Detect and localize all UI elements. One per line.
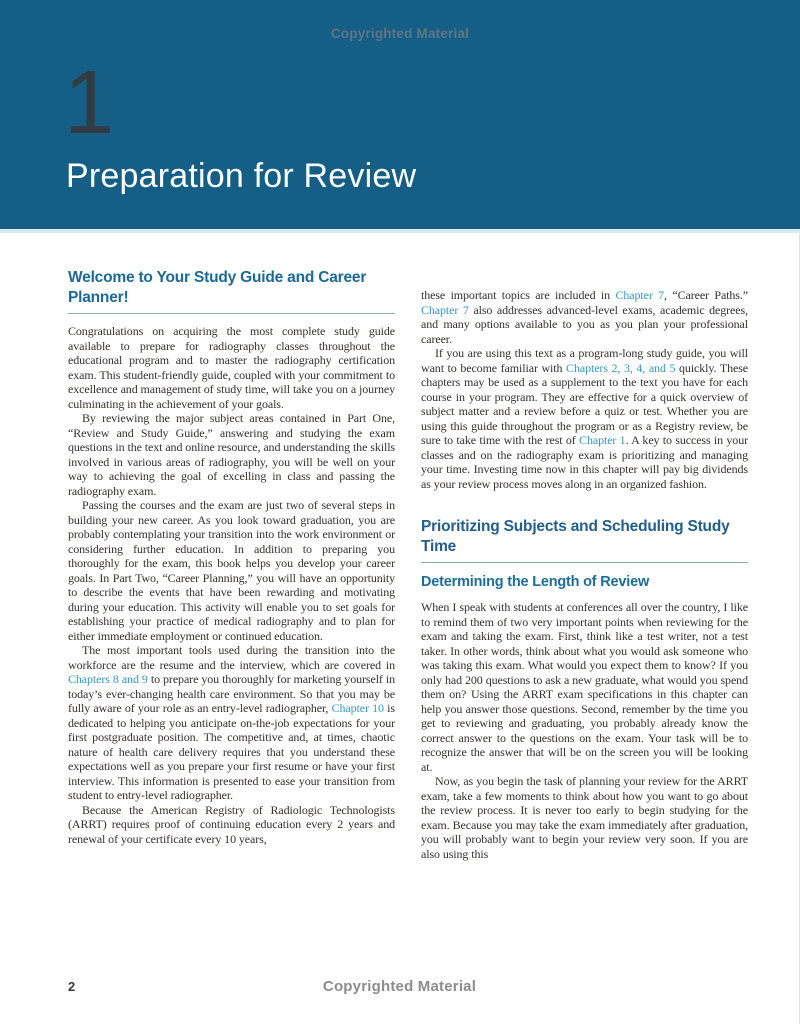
body-paragraph <box>68 803 395 847</box>
chapter-title: Preparation for Review <box>66 157 417 195</box>
text-run: quickly. These chapters may be used as a supplement to the text you have for each course in your program. They are effective for a quick overview of subject matter and a review before a quiz or test. Whether you are using this guide throughout the program or as a Registry review, be sure to take time with the rest of <box>421 360 748 447</box>
right-column-paragraphs-bottom <box>421 600 748 861</box>
text-run: By reviewing the major subject areas contained in Part One, “Review and Study Guide,” answering and studying the exam questions in the text and online resource, and understanding the skills involved in various areas of radiography, you will be well on your way to achieving the goal of excelling in class and passing the radiography exam. <box>68 411 395 498</box>
chapter-link[interactable]: Chapter 7 <box>421 302 469 317</box>
text-run: Congratulations on acquiring the most complete study guide available to prepare for radiography classes throughout the educational program and to master the radiography certification exam. This student-friendly guide, coupled with your commitment to excellence and management of study time, will take you on a journey culminating in the achievement of your goals. <box>68 324 395 411</box>
left-column-paragraphs <box>68 324 395 846</box>
text-run: Now, as you begin the task of planning your review for the ARRT exam, take a few moments to think about how you want to go about the review process. It is never too early to begin studying for the exam. Because you may take the exam immediately after graduation, you will probably want to begin your review very soon. If you are also using this <box>421 774 748 861</box>
right-column <box>421 268 748 976</box>
text-run: When I speak with students at conferences all over the country, I like to remind them of two very important points when reviewing for the exam and taking the exam. First, think like a test writer, not a test taker. In other words, think about what you would ask someone who was taking this exam. What would you expect them to know? If you only had 200 questions to ask a new graduate, what would you spend them on? Using the ARRT exam specifications in this chapter can help you answer those questions. Second, remember by the time you get to reviewing and graduating, you probably already know the correct answer to the questions on the exam. Your task will be to recognize the answer that will be on the screen you will be looking at. <box>421 600 748 774</box>
text-run: . A key to success in your classes and on the radiography exam is prioritizing and managing your time. Investing time now in this chapter will pay big dividends as your review process moves along in an organized fashion. <box>421 433 748 491</box>
text-run: , “Career Paths.” <box>664 288 748 302</box>
body-paragraph <box>421 774 748 861</box>
text-run: Because the American Registry of Radiologic Technologists (ARRT) requires proof of continuing education every 2 years and renewal of your certificate every 10 years, <box>68 802 395 846</box>
body-paragraph <box>68 498 395 643</box>
heading-rule <box>421 562 748 563</box>
chapter-link[interactable]: Chapter 7 <box>615 288 665 302</box>
two-column-text-area <box>68 268 748 976</box>
body-paragraph <box>421 288 748 346</box>
text-run: to prepare you thoroughly for marketing yourself in today’s ever-changing health care environment. So that you may be fully aware of your role as an entry-level radiographer, <box>68 672 395 715</box>
page-number: 2 <box>68 979 76 994</box>
chapter-link[interactable]: Chapters 2, 3, 4, and 5 <box>566 360 676 375</box>
text-run: If you are using this text as a program-long study guide, you will want to become familiar with <box>421 346 748 375</box>
text-run: is dedicated to helping you anticipate on-the-job expectations for your first postgraduate position. The competitive and, at times, chaotic nature of health care delivery requires that you understand these expectations well as you prepare your first resume or have your first interview. This information is presented to ease your transition from student to entry-level radiographer. <box>68 701 395 802</box>
body-paragraph <box>421 346 748 491</box>
section-heading-prioritizing: Prioritizing Subjects and Scheduling Study Time <box>421 518 730 555</box>
left-column <box>68 268 395 976</box>
copyright-notice-bottom: Copyrighted Material <box>322 978 477 995</box>
text-run: these important topics are included in <box>421 288 616 302</box>
right-column-paragraphs-top <box>421 288 748 491</box>
text-run: Passing the courses and the exam are just two of several steps in building your new career. As you look toward graduation, you are probably contemplating your transition into the work environment or considering further education. In addition to preparing you thoroughly for the exam, this book helps you develop your career goals. In Part Two, “Career Planning,” you will have an opportunity to describe the events that have been rewarding and motivating during your education. This activity will enable you to set goals for establishing your practice of medical radiography and to plan for either immediate employment or continued education. <box>68 498 395 643</box>
chapter-link[interactable]: Chapter 1 <box>579 433 626 447</box>
text-run: also addresses advanced-level exams, academic degrees, and many options available to you as you plan your professional career. <box>421 302 748 346</box>
body-paragraph <box>421 600 748 774</box>
body-paragraph <box>68 643 395 803</box>
chapter-link[interactable]: Chapters 8 and 9 <box>68 672 148 686</box>
section-heading-welcome: Welcome to Your Study Guide and Career Planner! <box>68 269 367 306</box>
body-paragraph <box>68 411 395 498</box>
subsection-heading-determining: Determining the Length of Review <box>421 574 650 590</box>
chapter-link[interactable]: Chapter 10 <box>331 701 384 715</box>
text-run: The most important tools used during the transition into the workforce are the resume and the interview, which are covered in <box>68 643 395 672</box>
chapter-number: 1 <box>64 53 115 153</box>
heading-rule <box>68 313 395 314</box>
header-accent-strip <box>0 229 800 233</box>
body-paragraph <box>68 324 395 411</box>
chapter-header-band <box>0 0 800 229</box>
copyright-notice-top: Copyrighted Material <box>330 26 470 41</box>
